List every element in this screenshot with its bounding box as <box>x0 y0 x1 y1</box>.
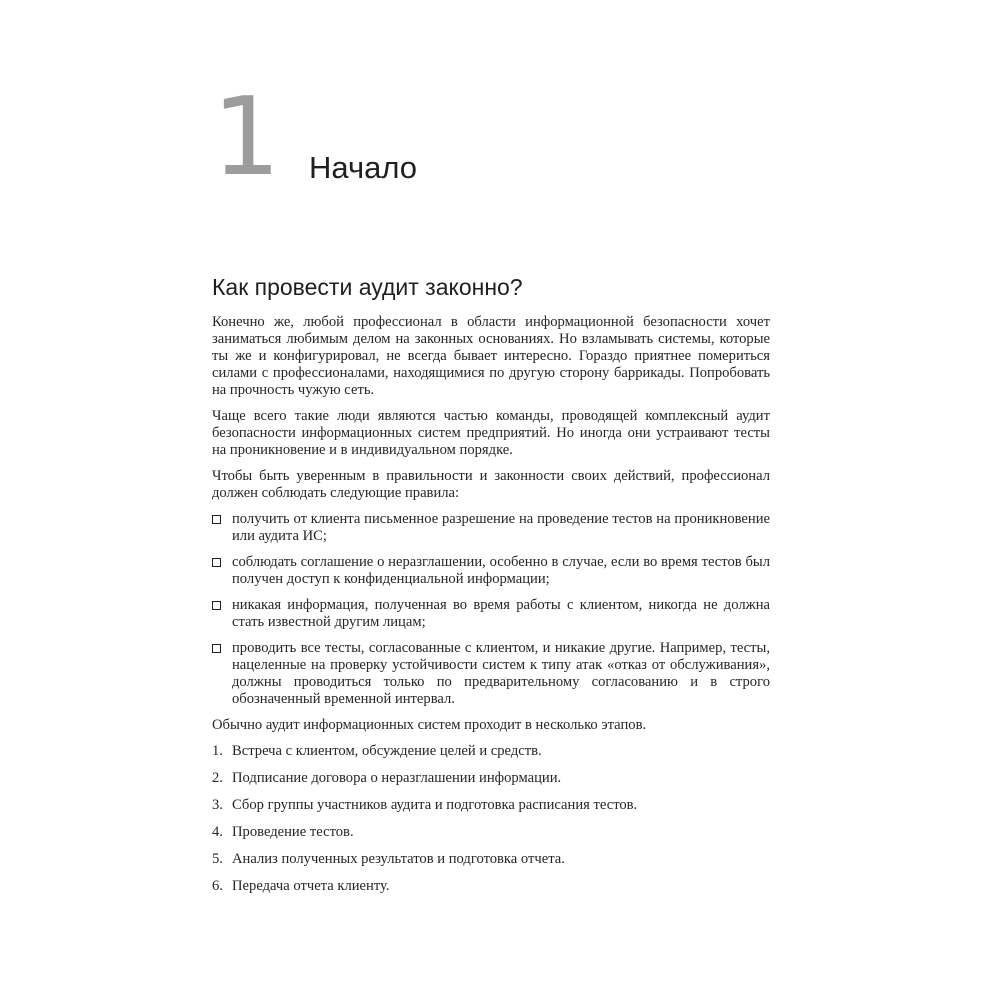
step-number: 4. <box>212 824 223 840</box>
list-item-text: получить от клиента письменное разрешение на проведение тестов на проникновение или аудита ИС; <box>232 511 770 544</box>
step-text: Встреча с клиентом, обсуждение целей и средств. <box>232 743 542 759</box>
paragraph: Чаще всего такие люди являются частью команды, проводящей комплексный аудит безопасности информационных систем предприятий. Но иногда они устраивают тесты на проникновение и в индивидуальном порядке. <box>212 408 770 458</box>
step-text: Проведение тестов. <box>232 824 354 840</box>
list-item <box>212 511 770 545</box>
step-text: Анализ полученных результатов и подготовка отчета. <box>232 851 565 867</box>
body-text <box>212 314 770 905</box>
paragraph: Чтобы быть уверенным в правильности и законности своих действий, профессионал должен соблюдать следующие правила: <box>212 468 770 501</box>
step-text: Сбор группы участников аудита и подготовка расписания тестов. <box>232 797 638 813</box>
list-item <box>212 770 770 787</box>
list-item <box>212 851 770 868</box>
list-item <box>212 597 770 631</box>
step-text: Подписание договора о неразглашении информации. <box>232 770 562 786</box>
list-item <box>212 554 770 588</box>
list-item <box>212 743 770 760</box>
checkbox-bullet-icon <box>212 601 221 610</box>
list-item-text: проводить все тесты, согласованные с клиентом, и никакие другие. Например, тесты, нацеленные на проверку устойчивости систем к типу атак «отказ от обслуживания», должны проводиться только по предварительному согласованию и в строго обозначенный временной интервал. <box>232 640 770 707</box>
checkbox-bullet-icon <box>212 558 221 567</box>
checkbox-bullet-icon <box>212 515 221 524</box>
list-item <box>212 878 770 895</box>
step-number: 2. <box>212 770 223 786</box>
stages-list <box>212 743 770 895</box>
chapter-title: Начало <box>309 150 418 185</box>
list-item <box>212 824 770 841</box>
step-number: 5. <box>212 851 223 867</box>
section-title: Как провести аудит законно? <box>212 274 523 300</box>
step-number: 3. <box>212 797 223 813</box>
list-item <box>212 797 770 814</box>
paragraph: Обычно аудит информационных систем проходит в несколько этапов. <box>212 717 647 733</box>
list-item <box>212 640 770 708</box>
paragraph: Конечно же, любой профессионал в области информационной безопасности хочет заниматься любимым делом на законных основаниях. Но взламывать системы, которые ты же и конфигурировал, не всегда бывает интересно. Гораздо приятнее помериться силами с профессионалами, находящимися по другую сторону баррикады. Попробовать на прочность чужую сеть. <box>212 314 770 398</box>
step-number: 1. <box>212 743 223 759</box>
chapter-number: 1 <box>212 75 277 200</box>
step-number: 6. <box>212 878 223 894</box>
checkbox-bullet-icon <box>212 644 221 653</box>
step-text: Передача отчета клиенту. <box>232 878 390 894</box>
list-item-text: соблюдать соглашение о неразглашении, особенно в случае, если во время тестов был получен доступ к конфиденциальной информации; <box>232 554 770 587</box>
rules-list <box>212 511 770 708</box>
list-item-text: никакая информация, полученная во время работы с клиентом, никогда не должна стать известной другим лицам; <box>232 597 770 630</box>
